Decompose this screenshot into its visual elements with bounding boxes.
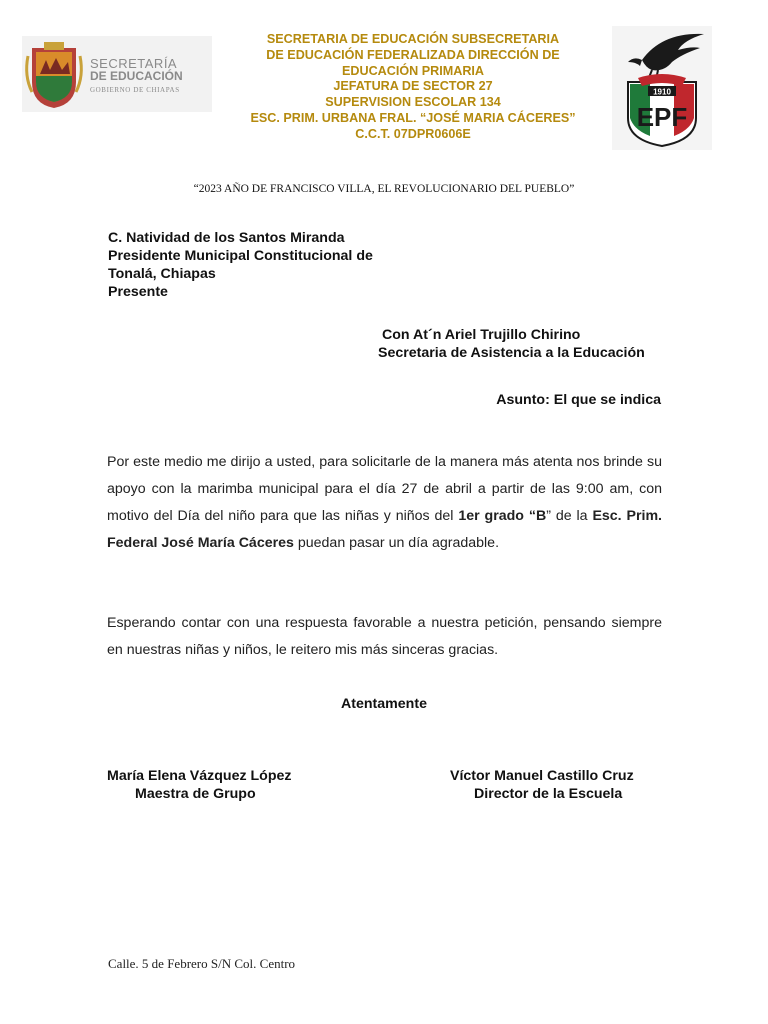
header-line: ESC. PRIM. URBANA FRAL. “JOSÉ MARIA CÁCERES”: [250, 110, 576, 125]
signer-role: Maestra de Grupo: [135, 786, 256, 802]
signature-right: [450, 767, 634, 803]
header-line: SUPERVISION ESCOLAR 134: [325, 95, 501, 110]
attention-block: [378, 326, 645, 362]
header-line: C.C.T. 07DPR0606E: [355, 126, 471, 141]
signer-role: Director de la Escuela: [474, 786, 623, 802]
recipient-title: Tonalá, Chiapas: [108, 266, 216, 282]
subject-line: Asunto: El que se indica: [496, 392, 661, 408]
body-text: puedan pasar un día agradable.: [293, 535, 500, 551]
closing: Atentamente: [341, 696, 427, 712]
body-text-bold: 1er grado “B: [458, 508, 547, 524]
body-text: Por este medio me dirijo a usted, para solicitarle de la manera más atenta nos brinde su apoyo con la marimba municipal para el día 27 de abril a partir de las 9:00 am, con motivo del Día del niño para que las niñas y niños del: [107, 454, 662, 524]
logo-year: 1910: [653, 87, 671, 97]
year-motto: “2023 AÑO DE FRANCISCO VILLA, EL REVOLUCIONARIO DEL PUEBLO”: [193, 183, 575, 195]
logo-line-2: DE EDUCACIÓN: [90, 69, 183, 83]
header-line: EDUCACIÓN PRIMARIA: [341, 63, 485, 78]
header-line: JEFATURA DE SECTOR 27: [333, 79, 493, 94]
institution-header: [180, 32, 646, 143]
logo-letters: EPF: [636, 102, 688, 132]
recipient-greeting: Presente: [108, 284, 168, 300]
logo-line-1: SECRETARÍA: [90, 56, 178, 71]
attention-name: Con At´n Ariel Trujillo Chirino: [382, 327, 581, 343]
signer-name: María Elena Vázquez López: [107, 768, 292, 784]
recipient-block: [108, 229, 373, 301]
eagle-emblem-icon: [612, 26, 712, 150]
body-paragraph: [107, 449, 662, 557]
epf-school-logo: [612, 26, 712, 150]
header-line: DE EDUCACIÓN FEDERALIZADA DIRECCIÓN DE: [266, 47, 560, 62]
body-paragraph: Esperando contar con una respuesta favorable a nuestra petición, pensando siempre en nuestras niñas y niños, le reitero mis más sinceras gracias.: [107, 615, 662, 658]
signature-left: [107, 767, 292, 803]
body-text: ” de la: [546, 508, 593, 524]
signer-name: Víctor Manuel Castillo Cruz: [450, 768, 634, 784]
header-line: SECRETARIA DE EDUCACIÓN SUBSECRETARIA: [266, 32, 560, 46]
school-name: Esc. Prim. Federal José María Cáceres: [107, 508, 662, 551]
recipient-name: C. Natividad de los Santos Miranda: [108, 230, 345, 246]
logo-line-3: GOBIERNO DE CHIAPAS: [90, 86, 180, 94]
footer-address: Calle. 5 de Febrero S/N Col. Centro: [108, 956, 296, 971]
attention-title: Secretaria de Asistencia a la Educación: [378, 345, 645, 361]
recipient-title: Presidente Municipal Constitucional de: [108, 248, 373, 264]
